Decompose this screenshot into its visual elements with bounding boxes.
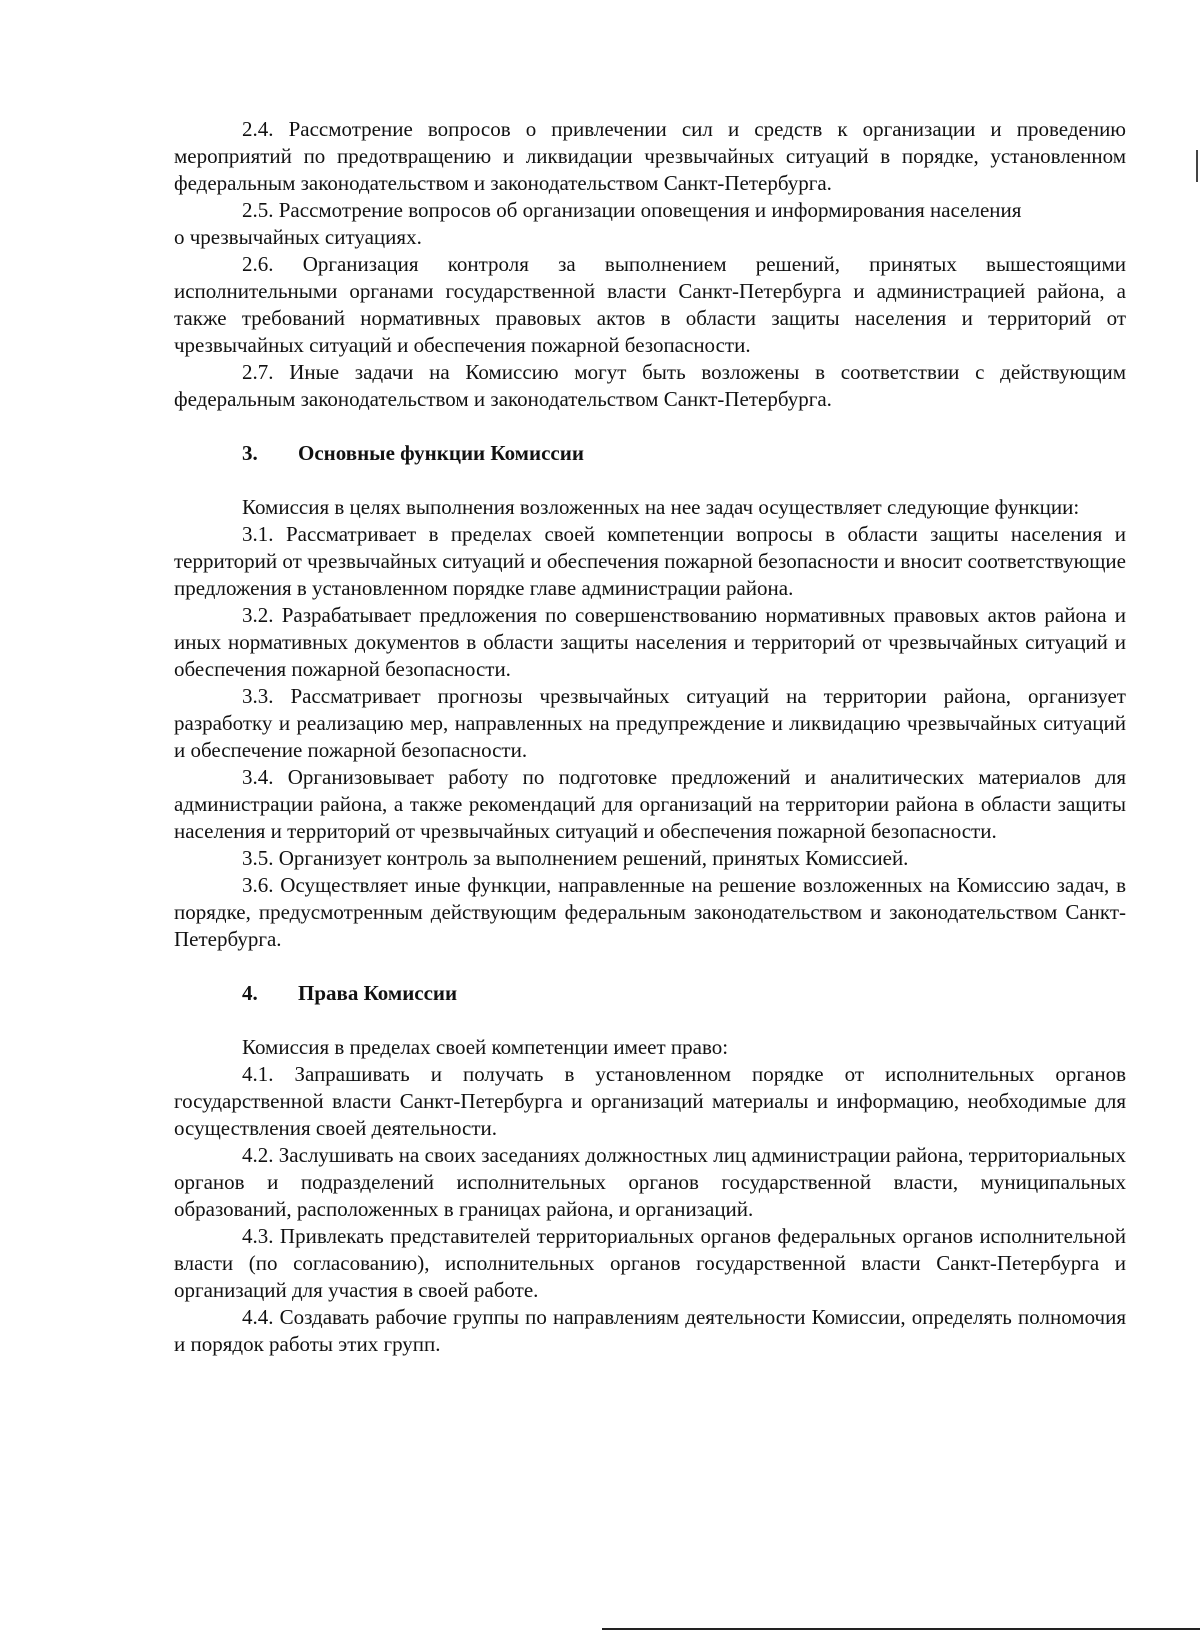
paragraph-2-7: 2.7. Иные задачи на Комиссию могут быть возложены в соответствии с действующим федеральным законодательством и законодательством Санкт-Петербурга. [174, 360, 1126, 411]
document-page [174, 116, 1126, 1358]
paragraph-2-4: 2.4. Рассмотрение вопросов о привлечении сил и средств к организации и проведению мероприятий по предотвращению и ликвидации чрезвычайных ситуаций в порядке, установленном федеральным законодательством и законодательством Санкт-Петербурга. [174, 117, 1126, 195]
scan-bottom-line [602, 1628, 1200, 1630]
paragraph-3-6: 3.6. Осуществляет иные функции, направленные на решение возложенных на Комиссию задач, в порядке, предусмотренным действующим федеральным законодательством и законодательством Санкт-Петербурга. [174, 873, 1126, 951]
section-3-number: 3. [242, 441, 258, 465]
section-4-title: Права Комиссии [298, 981, 458, 1005]
paragraph-4-3: 4.3. Привлекать представителей территориальных органов федеральных органов исполнительной власти (по согласованию), исполнительных органов государственной власти Санкт-Петербурга и организаций для участия в своей работе. [174, 1224, 1126, 1302]
paragraph-3-2: 3.2. Разрабатывает предложения по совершенствованию нормативных правовых актов района и иных нормативных документов в области защиты населения и территорий от чрезвычайных ситуаций и обеспечения пожарной безопасности. [174, 603, 1126, 681]
paragraph-4-4: 4.4. Создавать рабочие группы по направлениям деятельности Комиссии, определять полномочия и порядок работы этих групп. [174, 1305, 1126, 1356]
paragraph-3-5: 3.5. Организует контроль за выполнением решений, принятых Комиссией. [242, 846, 909, 870]
paragraph-2-6: 2.6. Организация контроля за выполнением решений, принятых вышестоящими исполнительными органами государственной власти Санкт-Петербурга и администрацией района, а также требований нормативных правовых актов в области защиты населения и территорий от чрезвычайных ситуаций и обеспечения пожарной безопасности. [174, 252, 1126, 357]
section-3-title: Основные функции Комиссии [298, 441, 584, 465]
paragraph-3-4: 3.4. Организовывает работу по подготовке предложений и аналитических материалов для администрации района, а также рекомендаций для организаций на территории района в области защиты населения и территорий от чрезвычайных ситуаций и обеспечения пожарной безопасности. [174, 765, 1126, 843]
paragraph-3-3: 3.3. Рассматривает прогнозы чрезвычайных ситуаций на территории района, организует разработку и реализацию мер, направленных на предупреждение и ликвидацию чрезвычайных ситуаций и обеспечение пожарной безопасности. [174, 684, 1126, 762]
section-4-intro: Комиссия в пределах своей компетенции имеет право: [242, 1035, 729, 1059]
paragraph-4-2: 4.2. Заслушивать на своих заседаниях должностных лиц администрации района, территориальных органов и подразделений исполнительных органов государственной власти, муниципальных образований, расположенных в границах района, и организаций. [174, 1143, 1126, 1221]
section-3-intro: Комиссия в целях выполнения возложенных на нее задач осуществляет следующие функции: [242, 495, 1080, 519]
paragraph-3-1: 3.1. Рассматривает в пределах своей компетенции вопросы в области защиты населения и территорий от чрезвычайных ситуаций и обеспечения пожарной безопасности и вносит соответствующие предложения в установленном порядке главе администрации района. [174, 522, 1126, 600]
scan-edge-mark [1196, 150, 1198, 182]
paragraph-2-5-continuation: о чрезвычайных ситуациях. [174, 225, 422, 249]
section-4-heading [174, 980, 1126, 1007]
paragraph-4-1: 4.1. Запрашивать и получать в установленном порядке от исполнительных органов государственной власти Санкт-Петербурга и организаций материалы и информацию, необходимые для осуществления своей деятельности. [174, 1062, 1126, 1140]
section-3-heading [174, 440, 1126, 467]
paragraph-2-5: 2.5. Рассмотрение вопросов об организации оповещения и информирования населения [242, 198, 1022, 222]
section-4-number: 4. [242, 981, 258, 1005]
